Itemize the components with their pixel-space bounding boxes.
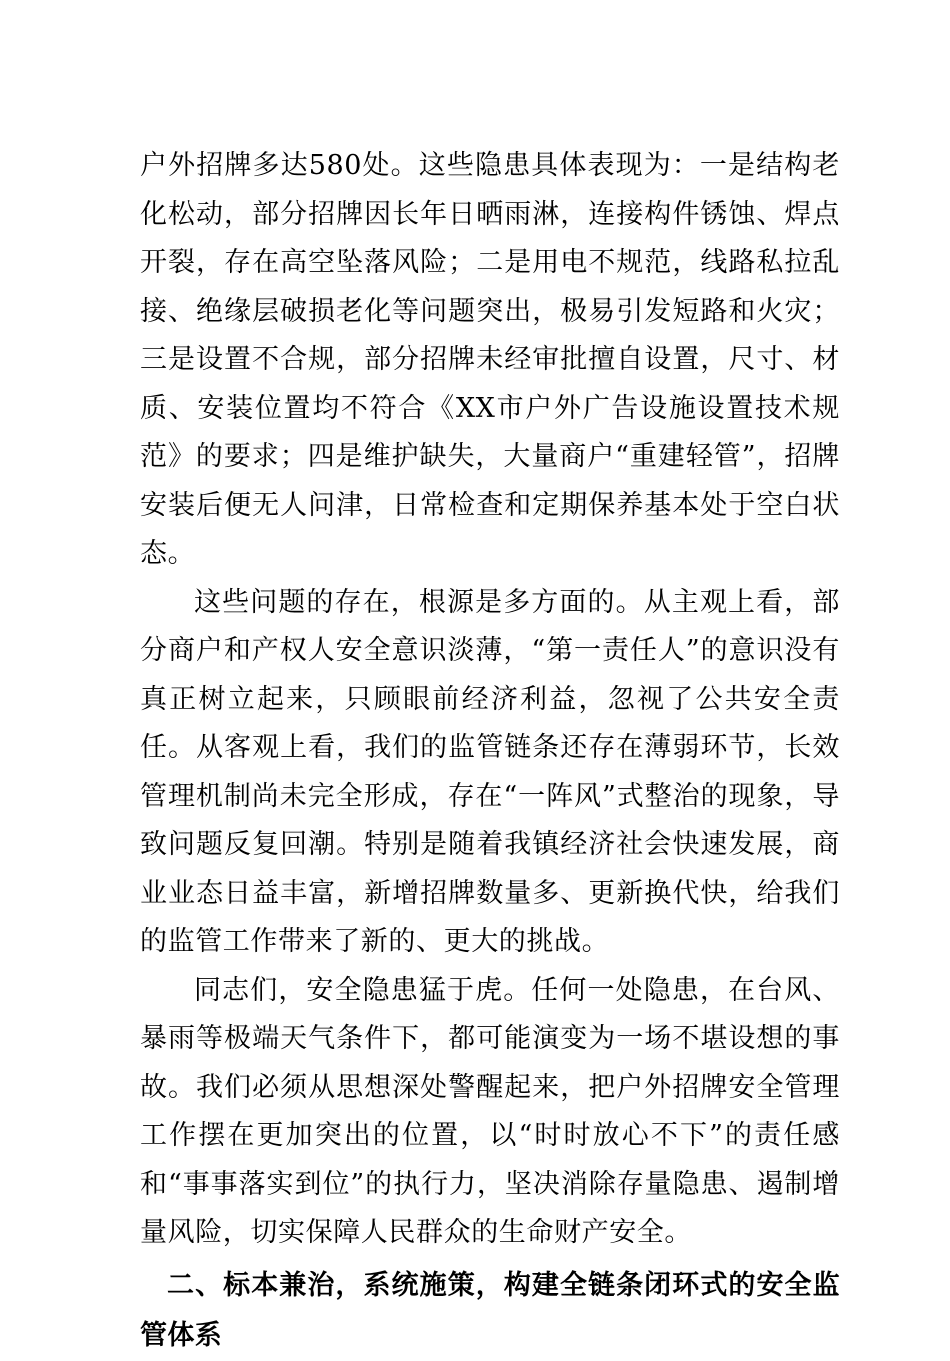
paragraph-hazard-details: 户外招牌多达580处。这些隐患具体表现为：一是结构老化松动，部分招牌因长年日晒雨淋，连接构件锈蚀、焊点开裂，存在高空坠落风险；二是用电不规范，线路私拉乱接、绝缘层破损老化等问题突出，极易引发短路和火灾；三是设置不合规，部分招牌未经审批擅自设置，尺寸、材质、安装位置均不符合《XX市户外广告设施设置技术规范》的要求；四是维护缺失，大量商户“重建轻管”，招牌安装后便无人问津，日常检查和定期保养基本处于空白状态。 bbox=[140, 150, 840, 569]
paragraph-root-causes: 这些问题的存在，根源是多方面的。从主观上看，部分商户和产权人安全意识淡薄，“第一责任人”的意识没有真正树立起来，只顾眼前经济利益，忽视了公共安全责任。从客观上看，我们的监管链条还存在薄弱环节，长效管理机制尚未完全形成，存在“一阵风”式整治的现象，导致问题反复回潮。特别是随着我镇经济社会快速发展，商业业态日益丰富，新增招牌数量多、更新换代快，给我们的监管工作带来了新的、更大的挑战。 bbox=[140, 586, 840, 957]
paragraph-call-to-action: 同志们，安全隐患猛于虎。任何一处隐患，在台风、暴雨等极端天气条件下，都可能演变为一场不堪设想的事故。我们必须从思想深处警醒起来，把户外招牌安全管理工作摆在更加突出的位置，以“时时放心不下”的责任感和“事事落实到位”的执行力，坚决消除存量隐患、遏制增量风险，切实保障人民群众的生命财产安全。 bbox=[140, 974, 840, 1248]
document-body bbox=[140, 142, 840, 1361]
section-heading: 二、标本兼治，系统施策，构建全链条闭环式的安全监管体系 bbox=[140, 1269, 840, 1351]
